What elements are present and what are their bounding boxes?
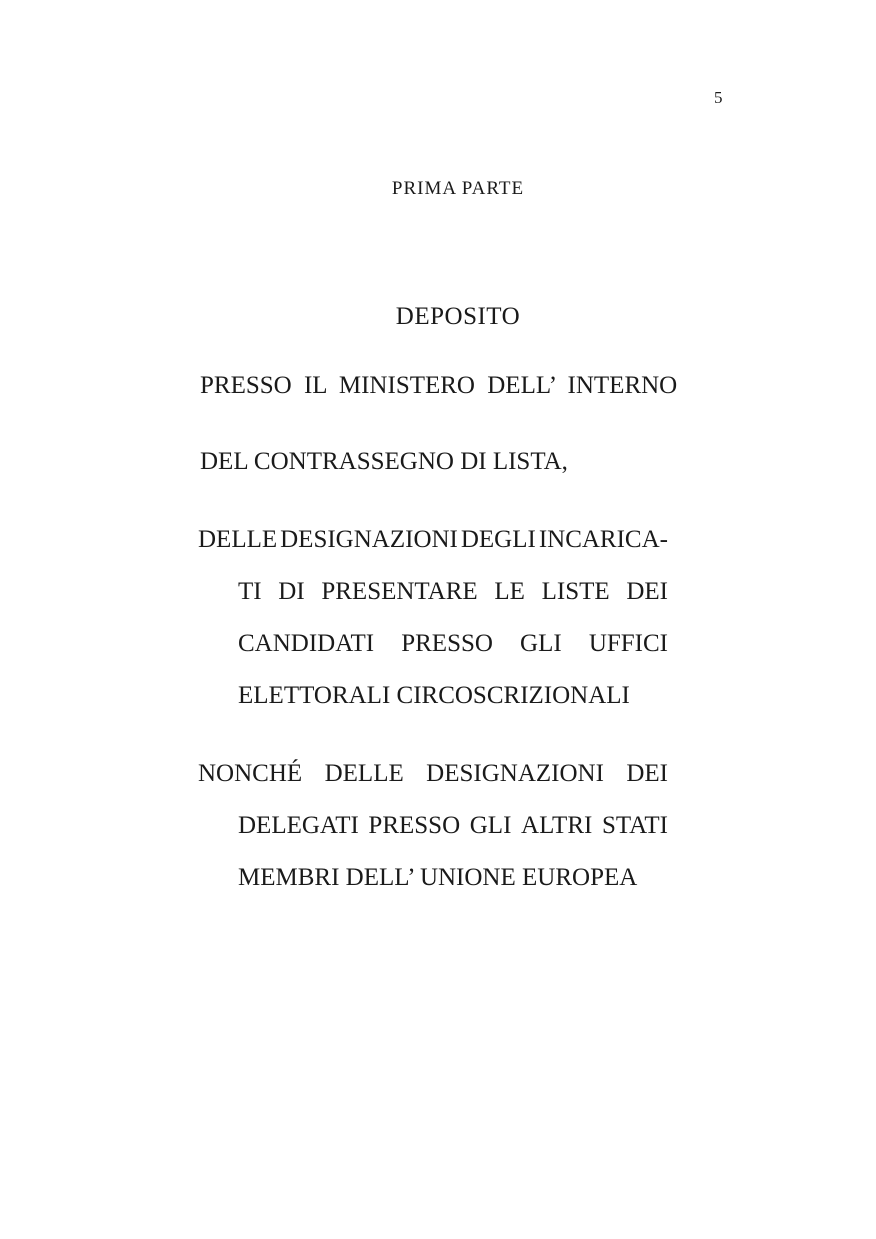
block2-line-2 — [238, 812, 668, 840]
block2-line-3 — [238, 864, 668, 892]
block2-line-1 — [198, 760, 668, 788]
heading-line-ministero: PRESSO IL MINISTERO DELL’ INTERNO — [200, 372, 678, 399]
word: PRESSO — [401, 630, 493, 657]
part-title — [0, 178, 876, 200]
word: DESIGNAZIONI — [280, 526, 458, 553]
word: GLI — [469, 812, 512, 839]
section-heading-text: DEPOSITO — [395, 303, 521, 330]
word: DELEGATI — [238, 812, 359, 839]
block1-line-4 — [238, 682, 668, 710]
block1-line-3 — [238, 630, 668, 658]
word: TI — [238, 578, 262, 605]
word: DEGLI — [460, 526, 536, 553]
word: UFFICI — [588, 630, 668, 657]
line-text: ELETTORALI CIRCOSCRIZIONALI — [238, 682, 630, 709]
word: PRESSO — [368, 812, 461, 839]
word: DELLE — [324, 760, 404, 787]
word: DEI — [626, 578, 668, 605]
word: INCARICA- — [538, 526, 668, 553]
line-text: MEMBRI DELL’ UNIONE EUROPEA — [238, 864, 638, 891]
part-title-text: PRIMA PARTE — [391, 178, 525, 199]
heading-line-contrassegno: DEL CONTRASSEGNO DI LISTA, — [200, 448, 568, 475]
block1-line-1 — [198, 526, 668, 554]
page-number: 5 — [714, 88, 723, 107]
word: GLI — [520, 630, 562, 657]
word: DEI — [626, 760, 668, 787]
word: PRESENTARE — [321, 578, 478, 605]
word: LISTE — [541, 578, 610, 605]
word: ALTRI — [521, 812, 593, 839]
word: CANDIDATI — [238, 630, 375, 657]
section-heading — [0, 303, 876, 331]
block1-line-2 — [238, 578, 668, 606]
word: DI — [278, 578, 305, 605]
word: LE — [494, 578, 525, 605]
word: DELLE — [198, 526, 278, 553]
word: STATI — [601, 812, 668, 839]
word: NONCHÉ — [198, 760, 303, 787]
word: DESIGNAZIONI — [426, 760, 604, 787]
